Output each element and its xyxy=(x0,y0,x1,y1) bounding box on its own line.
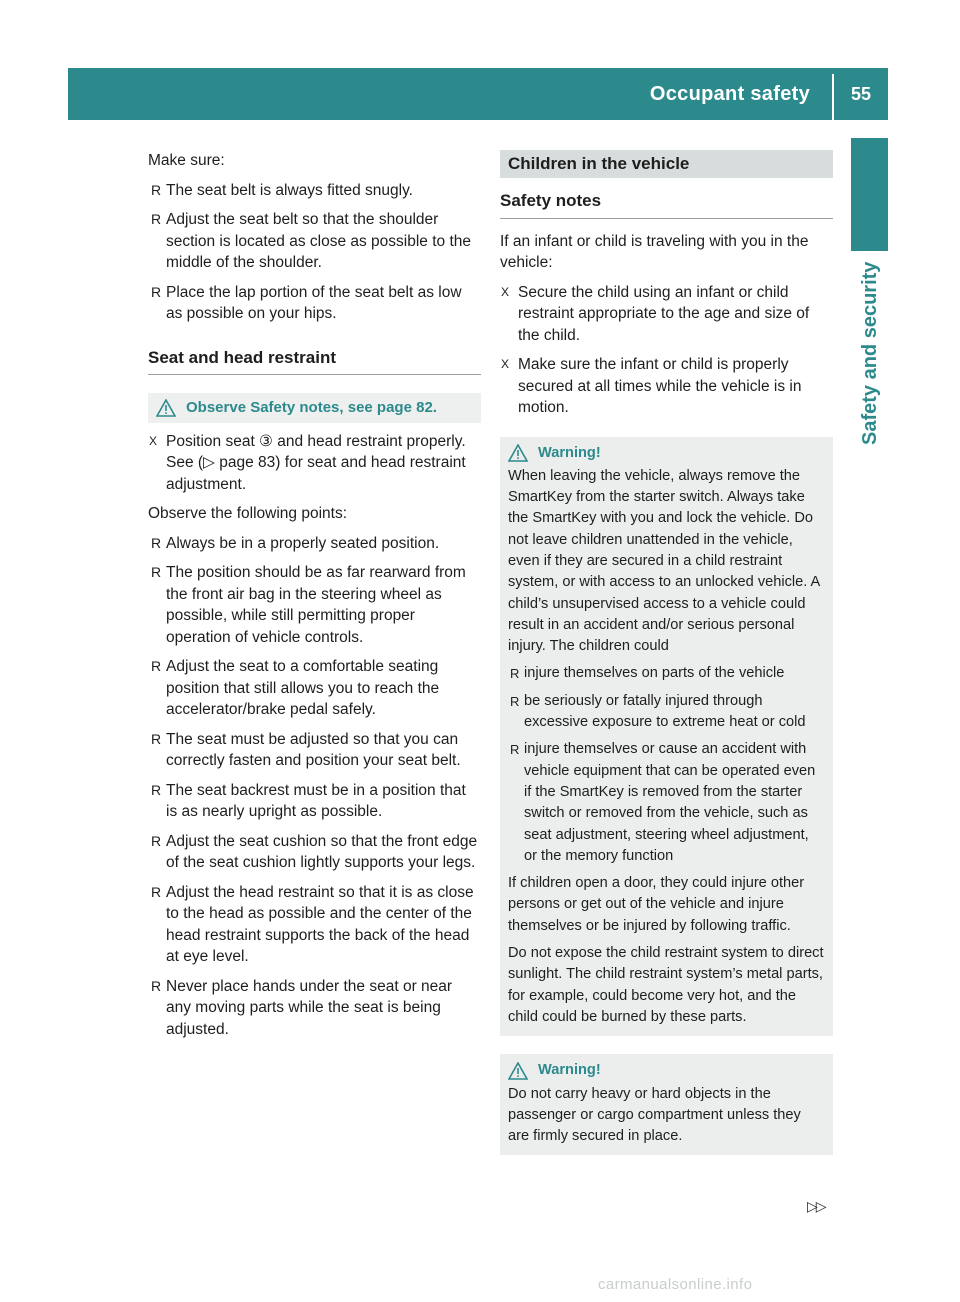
section-heading: Seat and head restraint xyxy=(148,347,481,376)
warning-text: Do not carry heavy or hard objects in the passenger or cargo compartment unless they are firmly secured in place. xyxy=(508,1085,801,1145)
warning-triangle-icon xyxy=(508,1062,528,1080)
list-item: R The seat backrest must be in a position that is as nearly upright as possible. xyxy=(151,781,466,820)
page-number: 55 xyxy=(850,84,872,104)
bullet-r-icon: R xyxy=(510,693,520,709)
bullet-r-icon: R xyxy=(151,283,162,300)
list-item: R Never place hands under the seat or near any moving parts while the seat is being adjusted. xyxy=(151,977,453,1038)
bullet-r-icon: R xyxy=(151,534,162,551)
list-item: R Adjust the seat to a comfortable seating position that still allows you to reach the accelerator/brake pedal safely. xyxy=(151,658,440,718)
list-item: R The position should be as far rearward from the front air bag in the steering wheel as possible, while still permitting proper operation of vehicle controls. xyxy=(151,564,466,646)
points-intro: Observe the following points: xyxy=(148,505,348,522)
subsection-heading: Safety notes xyxy=(500,190,833,219)
list-item: R Always be in a properly seated position. xyxy=(148,533,481,555)
warning-title-text: Warning! xyxy=(538,444,601,461)
arrow-x-icon: X xyxy=(501,284,510,299)
bullet-r-icon: R xyxy=(151,883,162,900)
bullet-r-icon: R xyxy=(510,742,520,758)
arrow-x-icon: X xyxy=(501,357,510,371)
bullet-r-icon: R xyxy=(151,977,162,994)
list-item: R injure themselves or cause an accident with vehicle equipment that can be operated even if the SmartKey is removed from the starter switch or removed from the vehicle, such as seat adjustment, steering wheel adjustment, or the memory function xyxy=(510,741,816,864)
list-item: R injure themselves on parts of the vehicle xyxy=(508,663,825,684)
intro-text: Make sure: xyxy=(148,152,225,169)
bullet-r-icon: R xyxy=(510,666,520,682)
list-item: R The seat belt is always fitted snugly. xyxy=(148,180,481,202)
list-item: R The seat must be adjusted so that you can correctly fasten and position your seat belt. xyxy=(151,730,461,769)
list-item: R be seriously or fatally injured through excessive exposure to extreme heat or cold xyxy=(510,692,806,731)
chapter-label: Safety and security xyxy=(859,262,881,446)
list-item: R Adjust the seat cushion so that the front edge of the seat cushion lightly supports your legs. xyxy=(151,832,478,871)
list-item: R Adjust the seat belt so that the shoulder section is located as close as possible to the middle of the shoulder. xyxy=(151,211,472,271)
instruction-step: X Position seat ③ and head restraint properly. See (▷ page 83) for seat and head restraint adjustment. xyxy=(149,432,466,493)
bullet-r-icon: R xyxy=(151,211,162,227)
warning-text: If children open a door, they could injure other persons or get out of the vehicle and injure themselves or be injured by following traffic. xyxy=(508,875,805,934)
list-item: R Place the lap portion of the seat belt as low as possible on your hips. xyxy=(151,283,462,322)
bullet-r-icon: R xyxy=(151,730,162,747)
warning-triangle-icon xyxy=(156,399,176,417)
warning-text: Do not expose the child restraint system to direct sunlight. The child restraint system’s metal parts, for example, could become very hot, and the child could be burned by these parts. xyxy=(508,945,824,1025)
bullet-r-icon: R xyxy=(151,658,162,674)
right-column xyxy=(500,150,833,1155)
continue-arrows-icon: ▷▷ xyxy=(807,1198,825,1214)
bullet-r-icon: R xyxy=(151,781,162,798)
page-title: Occupant safety xyxy=(649,83,810,105)
bullet-r-icon: R xyxy=(151,832,162,849)
chapter-tab xyxy=(851,138,888,251)
warning-title-text: Warning! xyxy=(538,1062,601,1079)
arrow-x-icon: X xyxy=(149,433,158,448)
left-column xyxy=(148,150,481,1040)
warning-title xyxy=(508,1060,825,1081)
warning-text: When leaving the vehicle, always remove the SmartKey from the starter switch. Always take the SmartKey with you and lock the vehicle. Do not leave children unattended in the vehicle, even if they are secured in a child restraint system, or with access to an unlocked vehicle. A child’s unsupervised access to a vehicle could result in an accident and/or serious personal injury. The children could xyxy=(508,467,820,655)
footer-watermark: carmanualsonline.info xyxy=(598,1276,753,1293)
safety-note xyxy=(148,393,481,423)
section-heading-shaded: Children in the vehicle xyxy=(500,150,833,178)
instruction-step: X Make sure the infant or child is properly secured at all times while the vehicle is in motion. xyxy=(501,356,802,416)
intro-text: If an infant or child is traveling with you in the vehicle: xyxy=(500,232,809,271)
warning-triangle-icon xyxy=(508,444,528,462)
header-bar xyxy=(68,68,888,120)
instruction-step: X Secure the child using an infant or child restraint appropriate to the age and size of the child. xyxy=(501,283,810,344)
warning-box xyxy=(500,1054,833,1155)
safety-note-text: Observe Safety notes, see page 82. xyxy=(186,399,437,416)
list-item: R Adjust the head restraint so that it is as close to the head as possible and the center of the head restraint supports the back of the head at eye level. xyxy=(151,883,474,965)
warning-title xyxy=(508,443,825,464)
warning-box xyxy=(500,437,833,1037)
bullet-r-icon: R xyxy=(151,564,162,580)
bullet-r-icon: R xyxy=(151,181,162,198)
